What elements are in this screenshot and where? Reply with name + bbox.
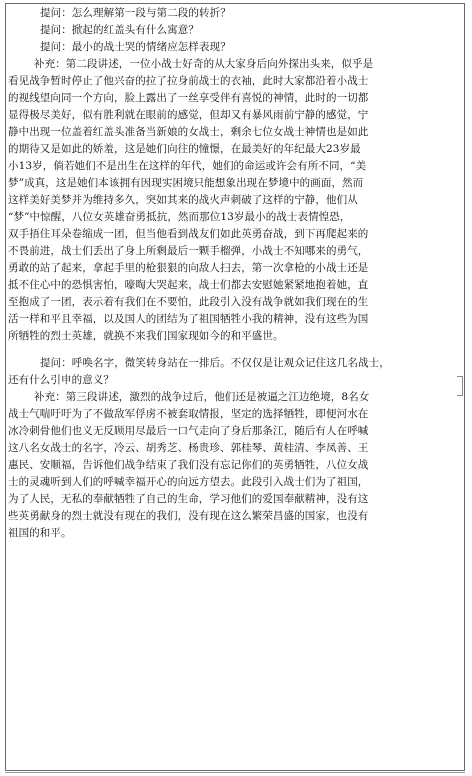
paragraph-line: 活一样和平且幸福，以及国人的团结为了祖国牺牲小我的精神，没有这些为国: [8, 313, 369, 325]
paragraph-line: 不畏前进，战士们丢出了身上所剩最后一颗手榴弹，小战士不知哪来的勇气，: [8, 245, 369, 257]
document-content: [8, 5, 464, 542]
paragraph-line: 些英勇献身的烈士就没有现在的我们，没有现在这么繁荣昌盛的国家，也没有: [8, 510, 369, 522]
paragraph-line: 静中出现一位盖着红盖头准备当新娘的女战士，剩余七位女战士神情也是如此: [8, 126, 369, 138]
paragraph-line: 双手捂住耳朵卷缩成一团，但当他看到战友们如此英勇奋战，到下再爬起来的: [8, 228, 369, 240]
margin-bracket-mark: [457, 376, 463, 396]
paragraph-line: 所牺牲的烈士英雄，就换不来我们国家现如今的和平盛世。: [8, 330, 284, 342]
paragraph-line: 补充：第二段讲述，一位小战士好奇的从大家身后向外探出头来，似乎是: [34, 58, 374, 70]
paragraph-line: 惠民、安顺福，告诉他们战争结束了我们没有忘记你们的英勇牺牲，八位女战: [8, 459, 369, 471]
paragraph-line: 战士气喘吁吁为了不做敌军俘虏不被套取情报，坚定的选择牺牲，即便河水在: [8, 408, 369, 420]
paragraph-line: 士的灵魂听到人们的呼喊幸福开心的向远方望去。此段引入战士们为了祖国，: [8, 476, 369, 488]
paragraph-line: 的视线望向同一个方向，脸上露出了一丝享受伴有喜悦的神情，此时的一切都: [8, 92, 369, 104]
question-line: 提问：呼唤名字，微笑转身站在一排后。不仅仅是让观众记住这几名战士，: [40, 357, 390, 369]
question-line: 还有什么引申的意义？: [8, 374, 114, 386]
paragraph-line: 小13岁，倘若她们不是出生在这样的年代，她们的命运或许会有所不同，“美: [8, 160, 367, 172]
paragraph-line: 抵不住心中的恐惧害怕，嚎啕大哭起来，战士们都去安慰她紧紧地抱着她，直: [8, 279, 369, 291]
page-bottom-rule: [5, 772, 465, 773]
paragraph-line: 为了人民，无私的奉献牺牲了自己的生命，学习他们的爱国奉献精神，没有这: [8, 493, 369, 505]
paragraph-line: 至抱成了一团，表示着有我们在不要怕，此段引入没有战争就如我们现在的生: [8, 296, 369, 308]
paragraph-gap: [8, 345, 464, 355]
paragraph-line: 这样美好美梦并为维持多久，突如其来的战火声刺破了这样的宁静，他们从: [8, 194, 358, 206]
paragraph-line: 勇敢的站了起来，拿起手里的枪狠狠的向敌人扫去，第一次拿枪的小战士还是: [8, 262, 369, 274]
paragraph-line: 的期待又是如此的娇羞，这是她们向往的憧憬，在最美好的年纪最大23岁最: [8, 143, 361, 155]
paragraph-line: 看见战争暂时停止了他兴奋的拉了拉身前战士的衣袖，此时大家都沿着小战士: [8, 75, 369, 87]
paragraph-line: 显得极尽美好，似有胜利就在眼前的感觉，但却又有暴风雨前宁静的感觉，宁: [8, 109, 369, 121]
paragraph-line: 这八名女战士的名字，冷云、胡秀芝、杨贵珍、郭桂琴、黄桂清、李凤善、王: [8, 442, 369, 454]
document-page: [5, 3, 465, 771]
paragraph-line: “梦”中惊醒，八位女英雄奋勇抵抗，然而那位13岁最小的战士表情惶恐，: [8, 211, 351, 223]
question-line: 提问：掀起的红盖头有什么寓意？: [40, 24, 199, 36]
paragraph-line: 梦”成真，这是她们本该拥有因现实困境只能想象出现在梦境中的画面，然而: [8, 177, 364, 189]
paragraph-line: 祖国的和平。: [8, 527, 72, 539]
paragraph-line: 冰冷刺骨他们也义无反顾用尽最后一口气走向了身后那条江，随后有人在呼喊: [8, 425, 369, 437]
paragraph-line: 补充：第三段讲述，激烈的战争过后，他们还是被逼之江边绝境，8名女: [34, 391, 370, 403]
question-line: 提问：怎么理解第一段与第二段的转折？: [40, 7, 231, 19]
question-line: 提问：最小的战士哭的情绪应怎样表现？: [40, 41, 231, 53]
